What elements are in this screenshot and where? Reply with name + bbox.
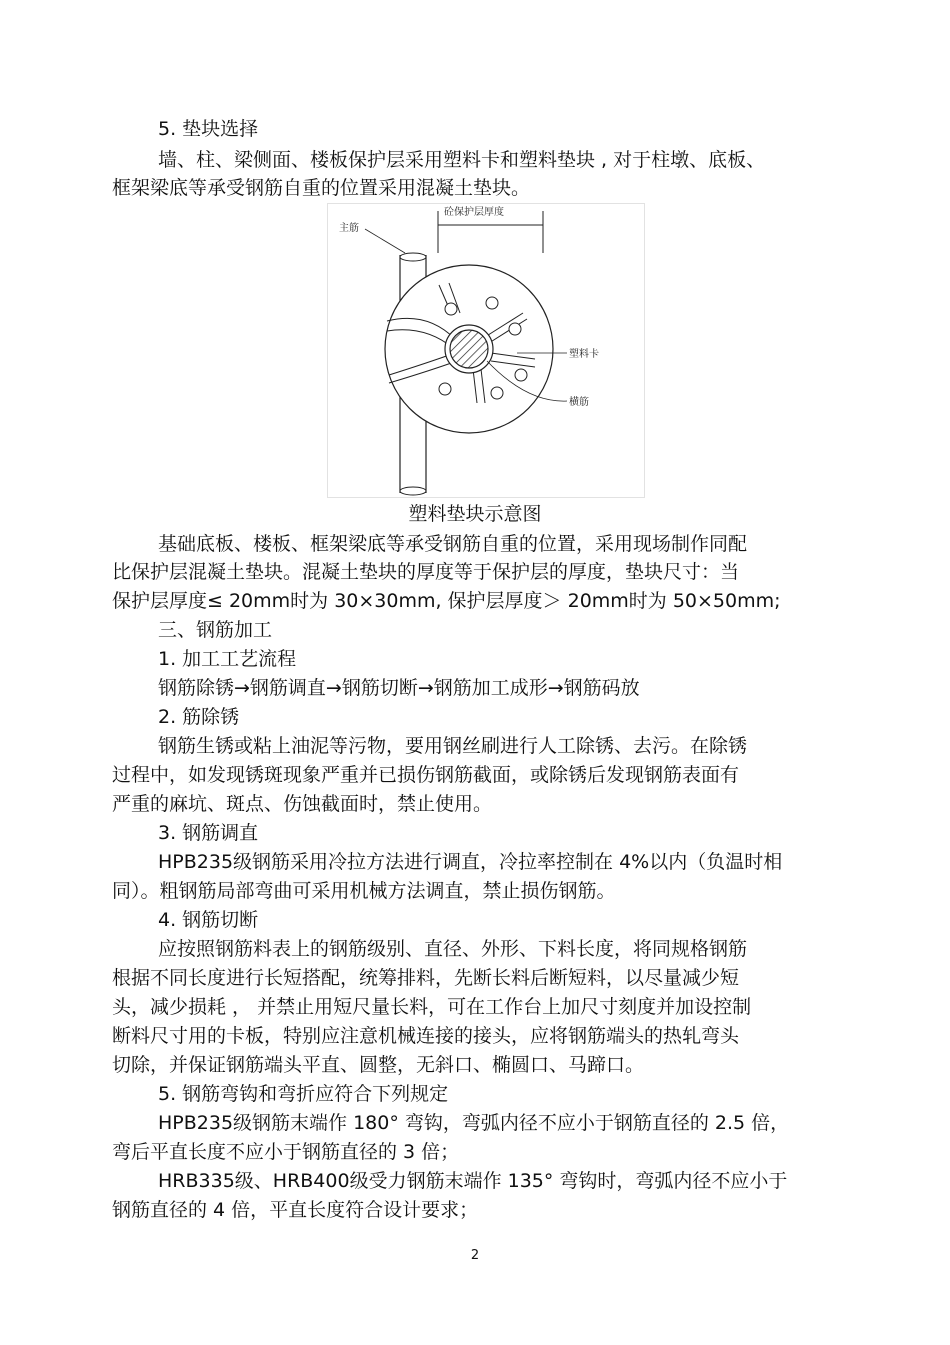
paragraph-line: HPB235级钢筋采用冷拉方法进行调直，冷拉率控制在 4%以内（负温时相 xyxy=(158,851,783,873)
paragraph-line: HPB235级钢筋末端作 180° 弯钩，弯弧内径不应小于钢筋直径的 2.5 倍， xyxy=(158,1112,790,1134)
paragraph-line: 钢筋直径的 4 倍，平直长度符合设计要求； xyxy=(112,1199,479,1221)
cross-bar-label: 横筋 xyxy=(569,397,589,408)
paragraph-line: 过程中，如发现锈斑现象严重并已损伤钢筋截面，或除锈后发现钢筋表面有 xyxy=(112,764,740,786)
paragraph-line: 保护层厚度≤ 20mm时为 30×30mm, 保护层厚度＞ 20mm时为 50×50mm; xyxy=(112,590,781,612)
paragraph-line: 墙、柱、梁侧面、楼板保护层采用塑料卡和塑料垫块 , 对于柱墩、底板、 xyxy=(158,149,766,171)
heading-hooks-bends: 5. 钢筋弯钩和弯折应符合下列规定 xyxy=(158,1083,449,1105)
plastic-spacer-diagram xyxy=(327,203,645,498)
heading-steel-processing: 三、钢筋加工 xyxy=(158,619,273,641)
paragraph-line: 钢筋生锈或粘上油泥等污物，要用钢丝刷进行人工除锈、去污。在除锈 xyxy=(158,735,748,757)
heading-spacer-block-selection: 5. 垫块选择 xyxy=(158,118,259,140)
paragraph-line: 严重的麻坑、斑点、伤蚀截面时，禁止使用。 xyxy=(112,793,493,815)
page-number: 2 xyxy=(470,1248,480,1263)
paragraph-line: HRB335级、HRB400级受力钢筋末端作 135° 弯钩时，弯弧内径不应小于 xyxy=(158,1170,788,1192)
paragraph-line: 应按照钢筋料表上的钢筋级别、直径、外形、下料长度，将同规格钢筋 xyxy=(158,938,748,960)
heading-straightening: 3. 钢筋调直 xyxy=(158,822,259,844)
paragraph-line: 头，减少损耗 ， 并禁止用短尺量长料，可在工作台上加尺寸刻度并加设控制 xyxy=(112,996,752,1018)
plastic-clip-label: 塑料卡 xyxy=(569,349,599,360)
paragraph-line: 弯后平直长度不应小于钢筋直径的 3 倍； xyxy=(112,1141,460,1163)
figure-caption: 塑料垫块示意图 xyxy=(408,503,542,525)
cross-bar-section xyxy=(450,330,488,368)
heading-cutting: 4. 钢筋切断 xyxy=(158,909,259,931)
paragraph-line: 比保护层混凝土垫块。混凝土垫块的厚度等于保护层的厚度，垫块尺寸：当 xyxy=(112,561,740,583)
cover-thickness-label: 砼保护层厚度 xyxy=(444,207,504,218)
heading-rust-removal: 2. 筋除锈 xyxy=(158,706,240,728)
main-bar-label: 主筋 xyxy=(339,223,359,234)
paragraph-line: 根据不同长度进行长短搭配，统筹排料，先断长料后断短料，以尽量减少短 xyxy=(112,967,740,989)
paragraph-line: 钢筋除锈→钢筋调直→钢筋切断→钢筋加工成形→钢筋码放 xyxy=(158,677,640,699)
paragraph-line: 同）。粗钢筋局部弯曲可采用机械方法调直，禁止损伤钢筋。 xyxy=(112,880,616,902)
paragraph-line: 切除，并保证钢筋端头平直、圆整，无斜口、椭圆口、马蹄口。 xyxy=(112,1054,645,1076)
paragraph-line: 基础底板、楼板、框架梁底等承受钢筋自重的位置，采用现场制作同配 xyxy=(158,533,748,555)
paragraph-line: 断料尺寸用的卡板，特别应注意机械连接的接头，应将钢筋端头的热轧弯头 xyxy=(112,1025,740,1047)
paragraph-line: 框架梁底等承受钢筋自重的位置采用混凝土垫块。 xyxy=(112,177,531,199)
diagram-svg xyxy=(327,203,645,498)
heading-process-flow: 1. 加工工艺流程 xyxy=(158,648,297,670)
